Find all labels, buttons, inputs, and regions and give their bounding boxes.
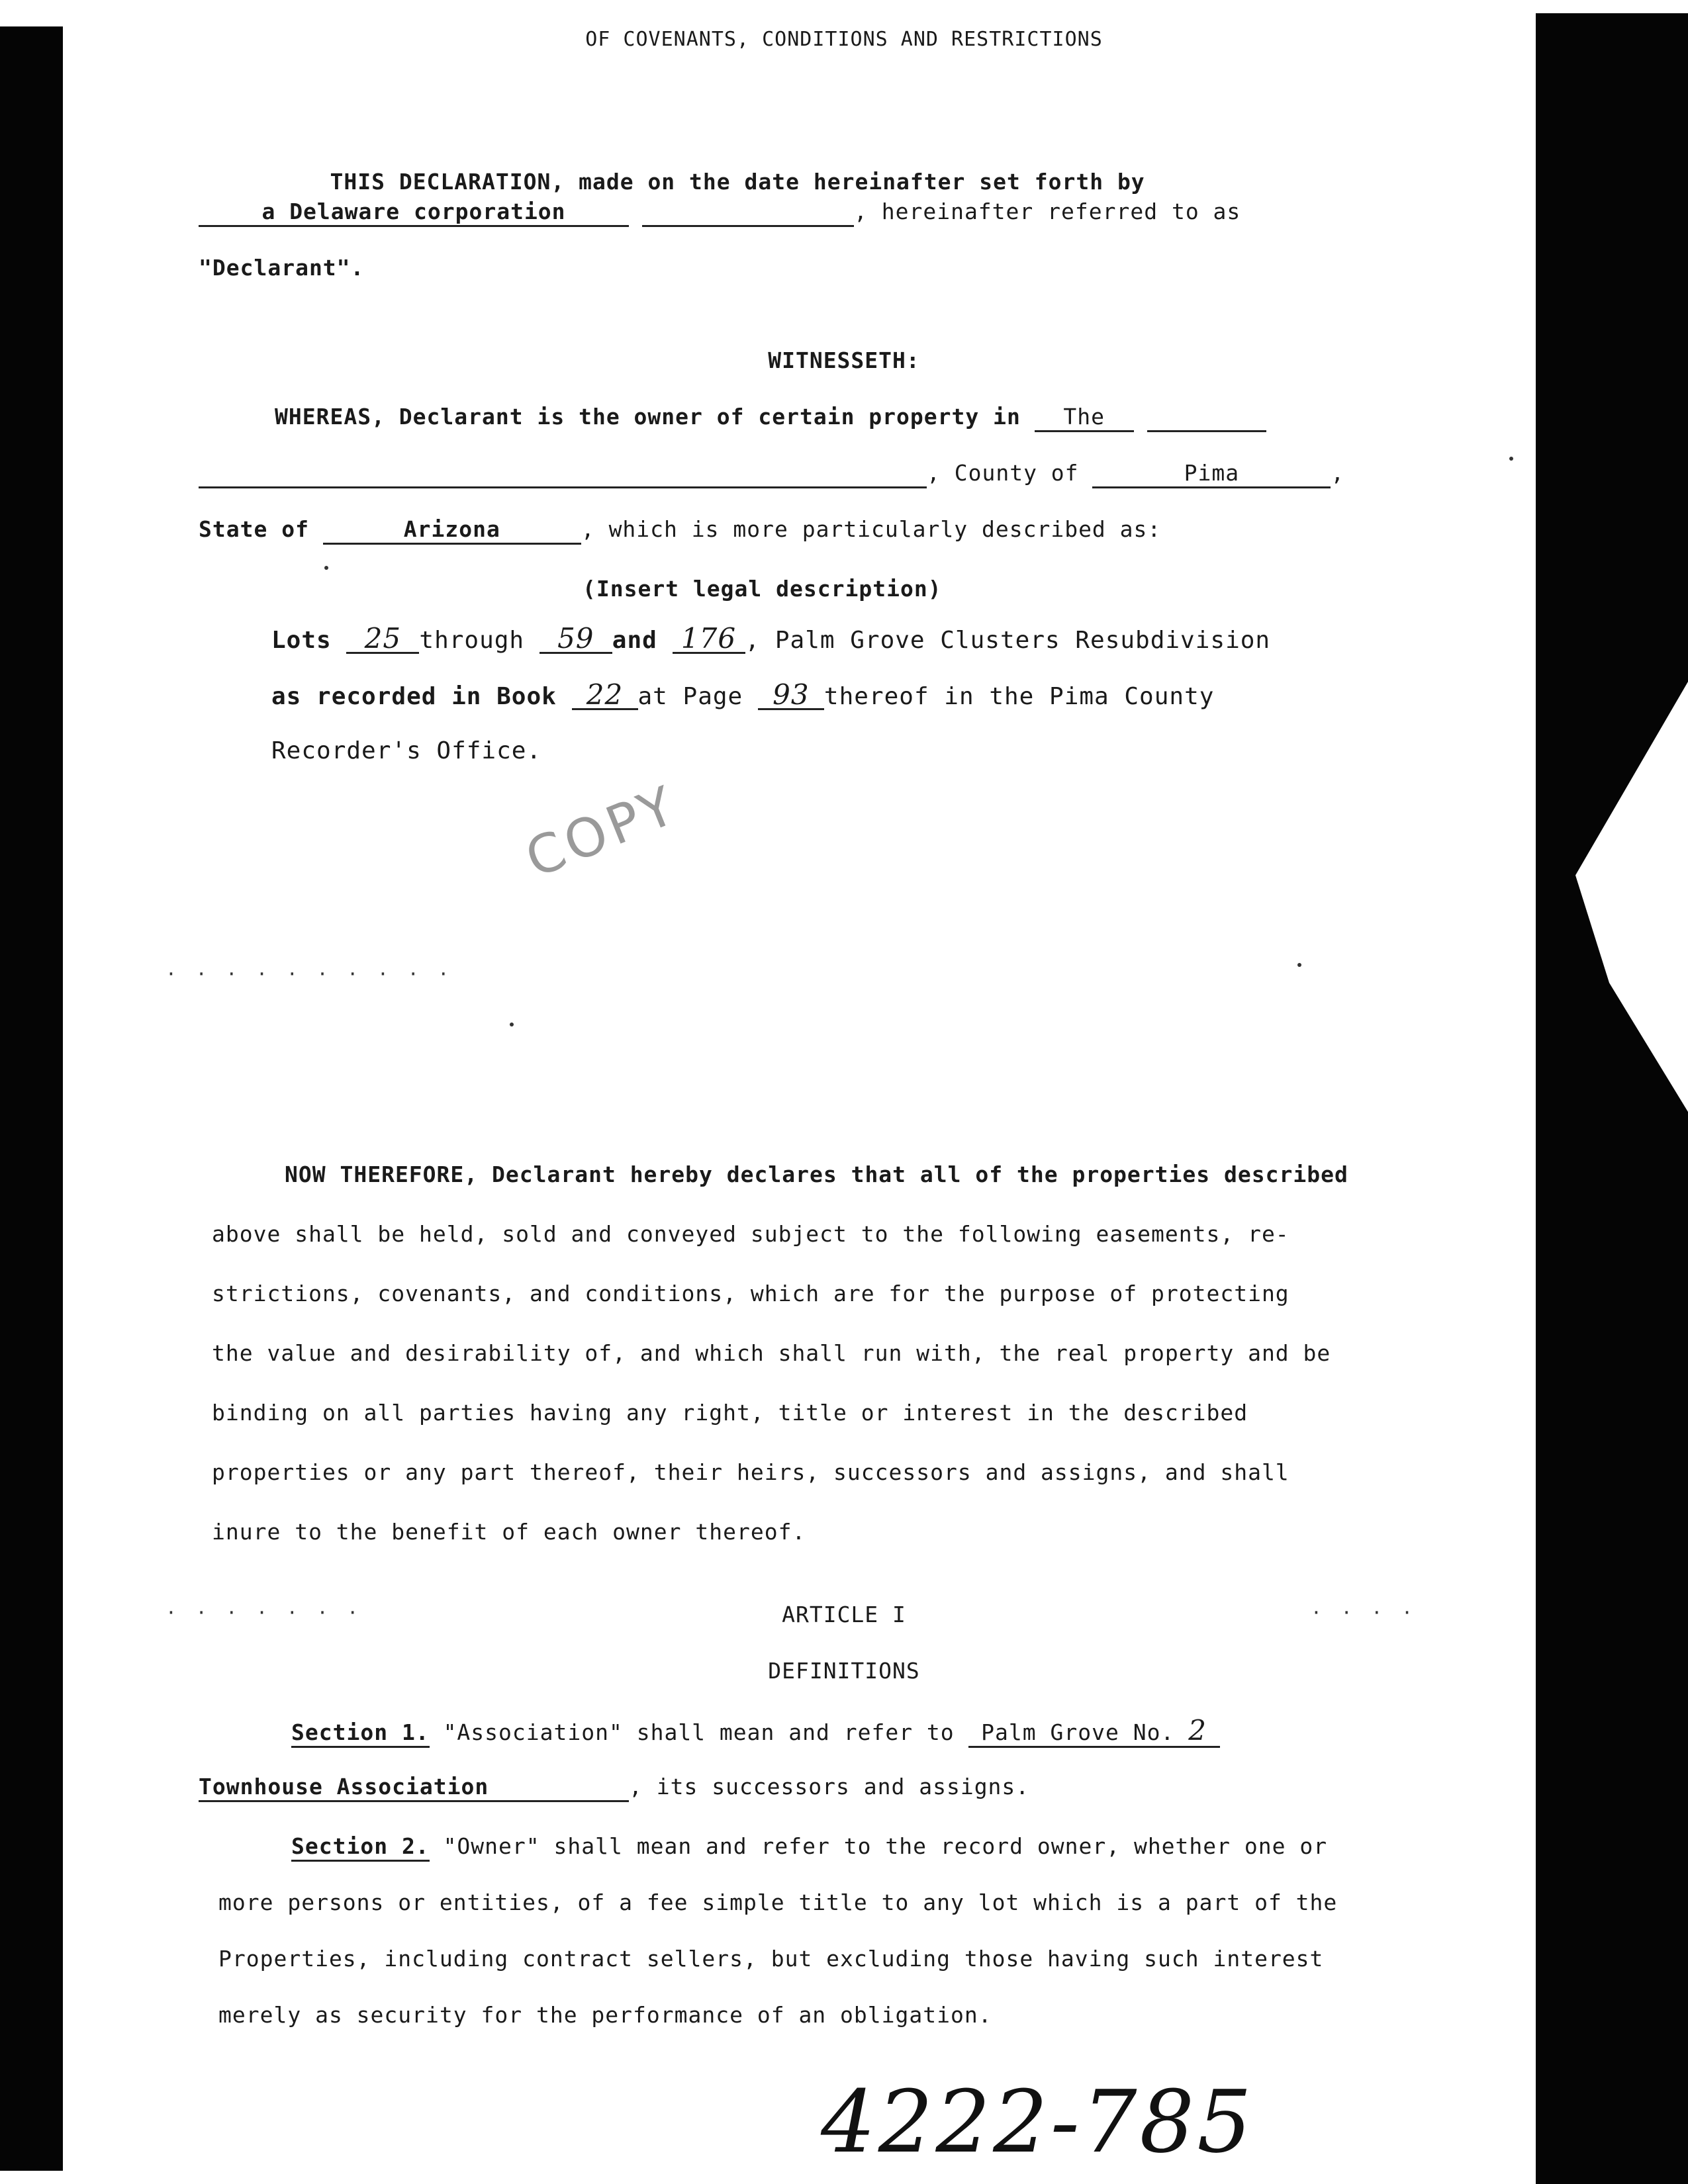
lot-start: 25 [346,625,419,654]
county-field: Pima [1092,460,1331,488]
whereas-text: WHEREAS, Declarant is the owner of certain property in [275,404,1021,430]
copy-stamp: COPY [517,773,686,890]
intro-line-3: "Declarant". [199,255,365,281]
state-suffix: , which is more particularly described as: [581,516,1162,542]
scan-speck [1297,963,1301,967]
scan-marks-3: · · · · [1311,1602,1417,1623]
now-therefore-line-3: strictions, covenants, and conditions, which are for the purpose of protecting [212,1281,1289,1306]
intro-line-2 [199,199,1241,227]
scan-marks-1: · · · · · · · · · · [165,963,453,985]
document-number: 4222-785 [821,2071,1254,2172]
page-number: 93 [758,682,824,710]
witnesseth-heading: WITNESSETH: [768,347,920,373]
corporation-field: a Delaware corporation [199,199,629,227]
article-number: ARTICLE I [782,1602,906,1627]
now-therefore-line-4: the value and desirability of, and which shall run with, the real property and be [212,1340,1331,1366]
now-therefore-line-5: binding on all parties having any right, title or interest in the described [212,1400,1248,1426]
section-1-line-1 [291,1714,1220,1748]
lot-extra: 176 [673,625,745,654]
scan-speck [510,1023,514,1026]
section-2-line-1 [291,1833,1327,1862]
recorded-label: as recorded in Book [271,683,557,710]
scan-speck [324,566,328,570]
scan-speck [1509,457,1513,461]
intro-line-1-text: THIS DECLARATION, made on the date hereinafter set forth by [330,169,1145,195]
now-therefore-line-1 [285,1161,1348,1188]
place-field-extension [1147,404,1266,432]
lot-end: 59 [539,625,612,654]
whereas-line-2: , County of Pima , [199,460,1344,488]
book-number: 22 [572,682,638,710]
section-1-suffix: , its successors and assigns. [629,1774,1030,1799]
now-therefore-line-2: above shall be held, sold and conveyed subject to the following easements, re- [212,1221,1289,1247]
intro-line-2-suffix: , hereinafter referred to as [854,199,1241,224]
and-label: and [612,627,657,654]
now-therefore-line-7: inure to the benefit of each owner thereof. [212,1519,806,1545]
lots-label: Lots [271,627,332,654]
place-field-continued [199,460,927,488]
section-1-text: "Association" shall mean and refer to [443,1719,955,1745]
scan-border-right [1536,13,1688,2184]
article-title: DEFINITIONS [768,1658,920,1684]
now-therefore-text: NOW THEREFORE, Declarant hereby declares that all of the properties described [285,1161,1348,1187]
blank-field [642,199,854,227]
whereas-line-3 [199,516,1161,545]
insert-note: (Insert legal description) [583,576,942,602]
section-2-line-3: Properties, including contract sellers, but excluding those having such interest [218,1946,1324,1972]
through-label: through [419,627,525,654]
association-name: Palm Grove No. [981,1719,1175,1745]
legal-line-2 [271,678,1215,711]
document-title: OF COVENANTS, CONDITIONS AND RESTRICTIONS [585,28,1103,51]
now-therefore-line-6: properties or any part thereof, their heirs, successors and assigns, and shall [212,1459,1289,1485]
scan-marks-2: · · · · · · · [165,1602,363,1623]
section-2-line-2: more persons or entities, of a fee simple title to any lot which is a part of the [218,1889,1338,1915]
association-number: 2 [1188,1714,1207,1747]
whereas-line-1 [275,404,1266,432]
state-label: State of [199,516,309,542]
legal-line-1 [271,622,1271,655]
legal-line-3: Recorder's Office. [271,737,542,764]
section-1-label: Section 1. [291,1719,430,1748]
section-2-label: Section 2. [291,1833,430,1862]
subdivision-text: , Palm Grove Clusters Resubdivision [745,627,1271,654]
county-label: , County of [927,460,1079,486]
state-field: Arizona [323,516,581,545]
association-field-2: Townhouse Association [199,1774,629,1802]
page-label: at Page [637,683,743,710]
association-field [968,1714,1220,1748]
recorded-suffix: thereof in the Pima County [823,683,1215,710]
section-1-line-2 [199,1774,1029,1802]
place-field: The [1035,404,1134,432]
section-2-text: "Owner" shall mean and refer to the record owner, whether one or [443,1833,1328,1859]
section-2-line-4: merely as security for the performance of an obligation. [218,2002,992,2028]
